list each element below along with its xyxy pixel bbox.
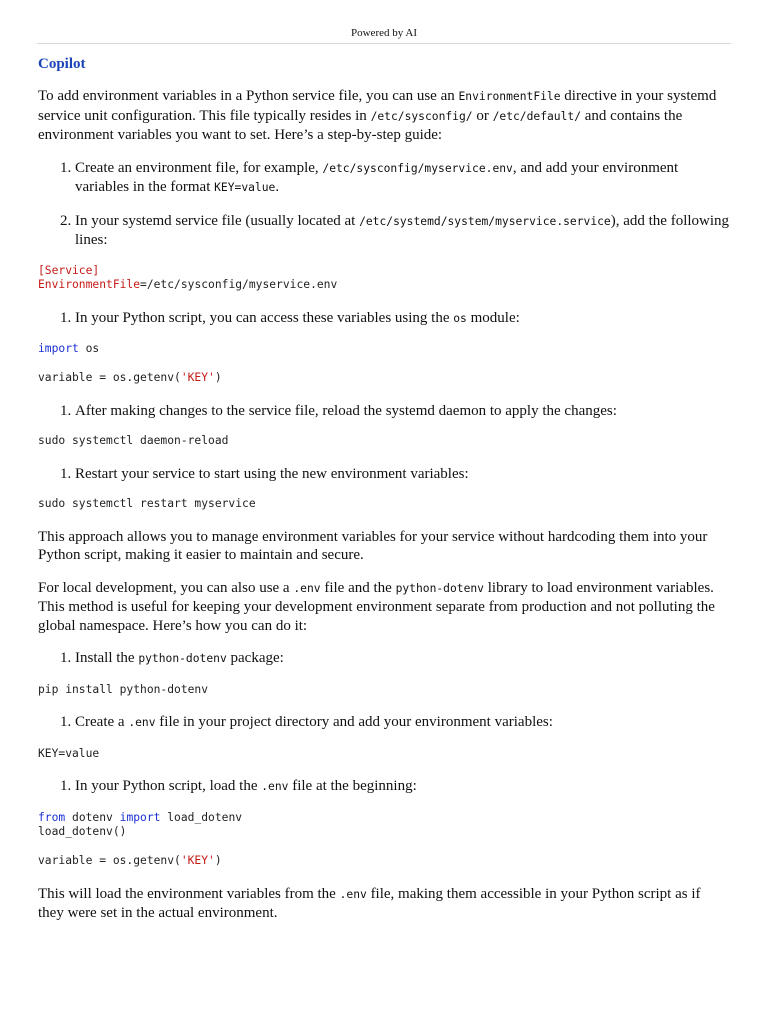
steps-list-2 [38, 309, 730, 329]
code-block-os: import os variable = os.getenv('KEY') [38, 342, 222, 384]
code-block-env: KEY=value [38, 746, 100, 760]
steps-list-3 [38, 402, 730, 421]
final-paragraph: This will load the environment variables from the .env file, making them accessible in your Python script as if they were set in the actual environment. [38, 885, 701, 921]
list-item: 2. In your systemd service file (usually located at /etc/systemd/system/myservice.service), add the following lines: [75, 212, 730, 250]
local-dev-paragraph: For local development, you can also use a .env file and the python-dotenv library to load environment variables. This method is useful for keeping your development environment separate from production and not polluting the global namespace. Here’s how you can do it: [38, 579, 715, 634]
list-item: 1. After making changes to the service file, reload the systemd daemon to apply the changes: [75, 402, 730, 421]
steps-list-5 [38, 649, 730, 669]
copilot-title: Copilot [38, 56, 86, 72]
list-item: 1. Create a .env file in your project directory and add your environment variables: [75, 713, 730, 733]
intro-paragraph: To add environment variables in a Python service file, you can use an EnvironmentFile directive in your systemd service unit configuration. This file typically resides in /etc/sysconfig/ or /etc/default/ and contains the environment variables you want to set. Here’s a step-by-step guide: [38, 88, 717, 143]
list-item: 1. In your Python script, load the .env file at the beginning: [75, 777, 730, 797]
list-item: 1. Create an environment file, for example, /etc/sysconfig/myservice.env, and add your environment variables in the format KEY=value. [75, 159, 730, 198]
steps-list-7 [38, 777, 730, 797]
steps-list-1 [38, 159, 730, 250]
powered-by-header: Powered by AI [37, 27, 731, 44]
steps-list-4 [38, 465, 730, 484]
approach-paragraph: This approach allows you to manage environment variables for your service without hardcoding them into your Python script, making it easier to maintain and secure. [38, 528, 708, 563]
code-block-restart: sudo systemctl restart myservice [38, 497, 256, 510]
list-item: 1. In your Python script, you can access these variables using the os module: [75, 309, 730, 329]
code-block-service: [Service] EnvironmentFile=/etc/sysconfig/myservice.env [38, 263, 338, 291]
code-block-dotenv: from dotenv import load_dotenv load_dotenv() variable = os.getenv('KEY') [38, 810, 243, 867]
code-block-reload: sudo systemctl daemon-reload [38, 434, 229, 447]
list-item: 1. Install the python-dotenv package: [75, 649, 730, 669]
list-item: 1. Restart your service to start using the new environment variables: [75, 465, 730, 484]
response-content [38, 56, 730, 937]
code-block-pip: pip install python-dotenv [38, 682, 209, 696]
steps-list-6 [38, 713, 730, 733]
